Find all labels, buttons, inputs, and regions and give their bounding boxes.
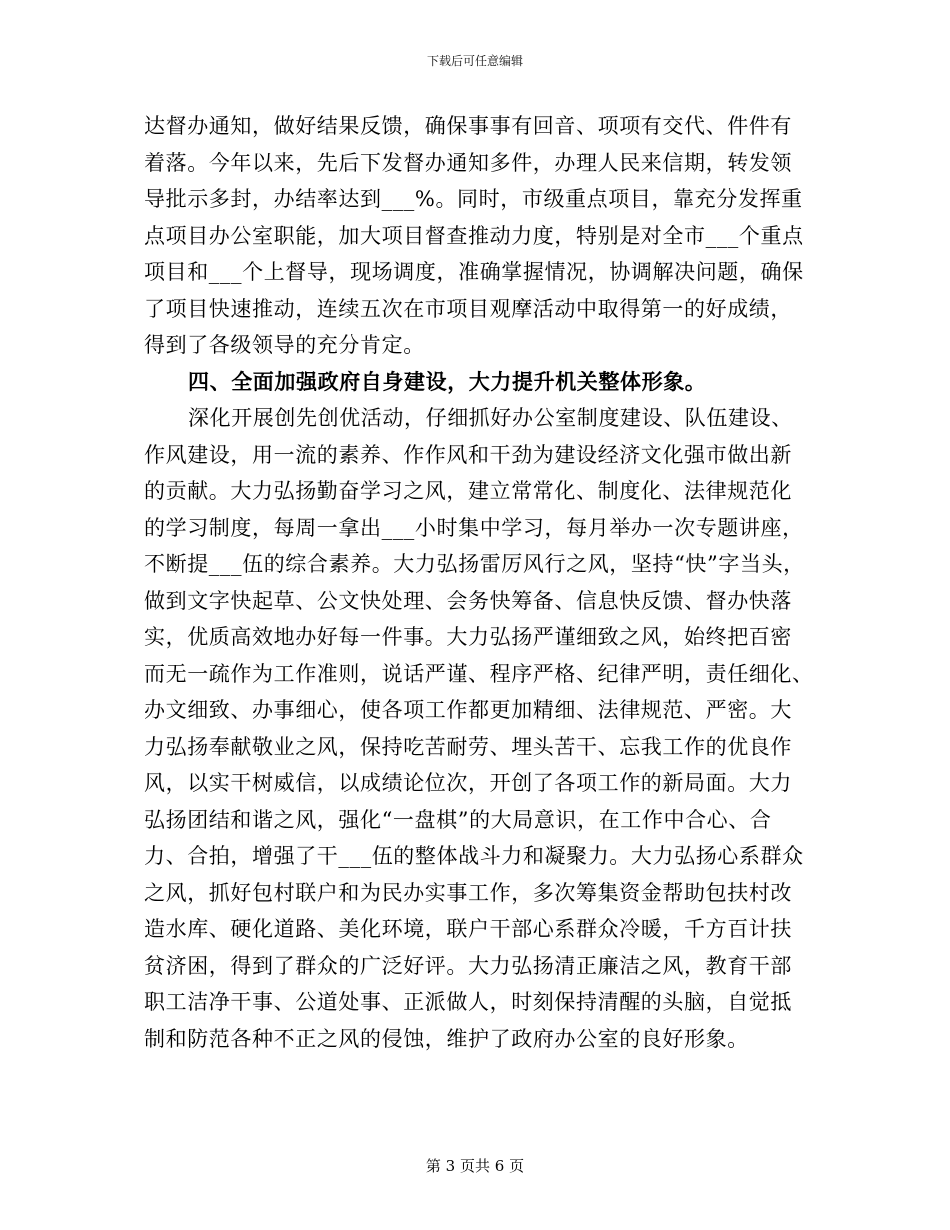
body-line: 点项目办公室职能，加大项目督查推动力度，特别是对全市___个重点 bbox=[144, 223, 804, 248]
page-footer: 第 3 页共 6 页 bbox=[425, 1157, 525, 1175]
section-line: 职工洁净干事、公道处事、正派做人，时刻保持清醒的头脑，自觉抵 bbox=[144, 990, 792, 1014]
document-body bbox=[144, 108, 814, 1057]
section-line: 实，优质高效地办好每一件事。大力弘扬严谨细致之风，始终把百密 bbox=[144, 625, 792, 649]
section-line: 的学习制度，每周一拿出___小时集中学习，每月举办一次专题讲座， bbox=[144, 515, 804, 540]
section-line: 做到文字快起草、公文快处理、会务快筹备、信息快反馈、督办快落 bbox=[144, 588, 792, 613]
body-line: 了项目快速推动，连续五次在市项目观摩活动中取得第一的好成绩， bbox=[144, 296, 792, 321]
section-line: 风，以实干树威信，以成绩论位次，开创了各项工作的新局面。大力 bbox=[144, 771, 792, 795]
section-heading: 四、全面加强政府自身建设，大力提升机关整体形象。 bbox=[188, 368, 707, 394]
body-line: 项目和___个上督导，现场调度，准确掌握情况，协调解决问题，确保 bbox=[144, 260, 804, 284]
section-line: 作风建设，用一流的素养、作作风和干劲为建设经济文化强市做出新 bbox=[144, 442, 792, 467]
body-line: 得到了各级领导的充分肯定。 bbox=[144, 333, 425, 357]
section-line: 办文细致、办事细心，使各项工作都更加精细、法律规范、严密。大 bbox=[144, 698, 792, 722]
section-line: 造水库、硬化道路、美化环境，联户干部心系群众冷暖，千方百计扶 bbox=[144, 917, 792, 941]
section-line: 制和防范各种不正之风的侵蚀，维护了政府办公室的良好形象。 bbox=[144, 1026, 749, 1051]
section-line: 力弘扬奉献敬业之风，保持吃苦耐劳、埋头苦干、忘我工作的优良作 bbox=[144, 734, 792, 759]
section-line: 而无一疏作为工作准则，说话严谨、程序严格、纪律严明，责任细化、 bbox=[144, 661, 814, 686]
section-line: 不断提___伍的综合素养。大力弘扬雷厉风行之风，坚持“快”字当头， bbox=[144, 552, 805, 576]
page-header: 下载后可任意编辑 bbox=[426, 54, 523, 68]
section-line: 弘扬团结和谐之风，强化“一盘棋”的大局意识，在工作中合心、合 bbox=[144, 807, 772, 832]
body-line: 着落。今年以来，先后下发督办通知多件，办理人民来信期，转发领 bbox=[144, 150, 792, 175]
section-line: 的贡献。大力弘扬勤奋学习之风，建立常常化、制度化、法律规范化 bbox=[144, 479, 792, 503]
section-line: 深化开展创先创优活动，仔细抓好办公室制度建设、队伍建设、 bbox=[188, 406, 793, 430]
section-line: 贫济困，得到了群众的广泛好评。大力弘扬清正廉洁之风，教育干部 bbox=[144, 953, 792, 978]
section-line: 力、合拍，增强了干___伍的整体战斗力和凝聚力。大力弘扬心系群众 bbox=[144, 844, 804, 868]
body-line: 导批示多封，办结率达到___%。同时，市级重点项目，靠充分发挥重 bbox=[144, 187, 803, 211]
section-line: 之风，抓好包村联户和为民办实事工作，多次筹集资金帮助包扶村改 bbox=[144, 880, 792, 905]
body-line: 达督办通知，做好结果反馈，确保事事有回音、项项有交代、件件有 bbox=[144, 114, 792, 138]
